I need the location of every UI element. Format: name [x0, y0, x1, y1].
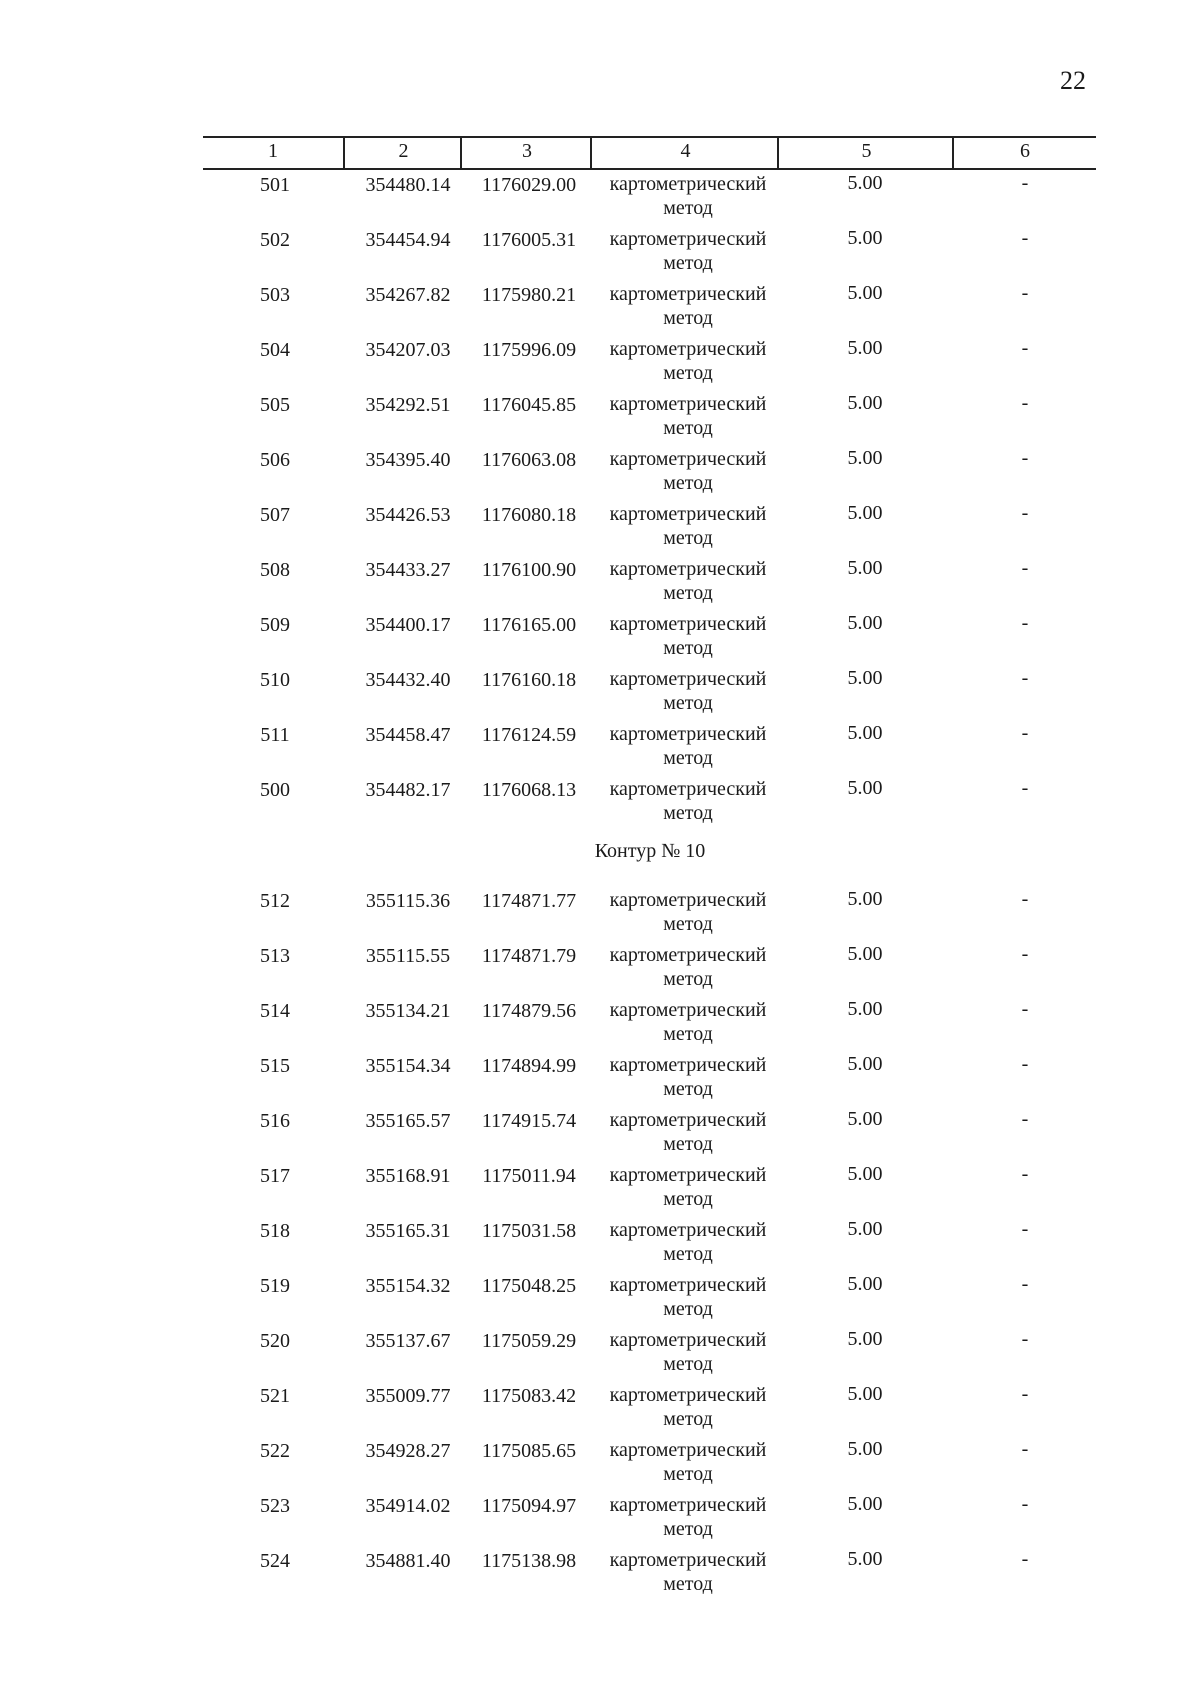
method-line-2: метод [663, 1408, 713, 1430]
method-line-2: метод [663, 1078, 713, 1100]
method-line-2: метод [663, 527, 713, 549]
cell-description: - [1021, 1328, 1029, 1350]
method-line-1: картометрический [609, 173, 767, 195]
cell-point-number: 522 [260, 1440, 290, 1462]
cell-method [588, 612, 788, 660]
method-line-1: картометрический [609, 1549, 767, 1571]
cell-description: - [1021, 943, 1029, 965]
table-row [0, 1108, 1200, 1162]
method-line-2: метод [663, 1023, 713, 1045]
cell-accuracy: 5.00 [847, 998, 883, 1020]
cell-point-number: 512 [260, 890, 290, 912]
cell-description: - [1021, 227, 1029, 249]
cell-point-number: 502 [260, 229, 290, 251]
cell-method [588, 502, 788, 550]
method-line-2: метод [663, 1463, 713, 1485]
cell-accuracy: 5.00 [847, 667, 883, 689]
cell-accuracy: 5.00 [847, 1108, 883, 1130]
header-col-4: 4 [590, 138, 779, 168]
table-row [0, 502, 1200, 556]
table-row [0, 282, 1200, 336]
method-line-2: метод [663, 1518, 713, 1540]
header-col-2: 2 [343, 138, 462, 168]
cell-description: - [1021, 1053, 1029, 1075]
cell-point-number: 524 [260, 1550, 290, 1572]
cell-method [588, 557, 788, 605]
cell-point-number: 504 [260, 339, 290, 361]
cell-method [588, 227, 788, 275]
header-col-6: 6 [952, 138, 1096, 168]
method-line-1: картометрический [609, 338, 767, 360]
cell-x-coordinate: 354458.47 [365, 724, 451, 746]
cell-method [588, 447, 788, 495]
method-line-1: картометрический [609, 1439, 767, 1461]
page-number: 22 [1060, 66, 1086, 95]
method-line-2: метод [663, 913, 713, 935]
cell-point-number: 516 [260, 1110, 290, 1132]
method-line-1: картометрический [609, 283, 767, 305]
cell-x-coordinate: 355009.77 [365, 1385, 451, 1407]
cell-description: - [1021, 502, 1029, 524]
cell-point-number: 518 [260, 1220, 290, 1242]
method-line-2: метод [663, 417, 713, 439]
cell-description: - [1021, 1163, 1029, 1185]
cell-method [588, 1328, 788, 1376]
method-line-1: картометрический [609, 448, 767, 470]
table-row [0, 1273, 1200, 1327]
table-row [0, 557, 1200, 611]
cell-point-number: 515 [260, 1055, 290, 1077]
cell-x-coordinate: 354426.53 [365, 504, 451, 526]
cell-y-coordinate: 1176100.90 [481, 559, 577, 581]
cell-accuracy: 5.00 [847, 1218, 883, 1240]
cell-y-coordinate: 1174871.77 [481, 890, 577, 912]
cell-point-number: 505 [260, 394, 290, 416]
cell-description: - [1021, 722, 1029, 744]
table-row [0, 667, 1200, 721]
cell-x-coordinate: 354433.27 [365, 559, 451, 581]
cell-method [588, 1163, 788, 1211]
cell-y-coordinate: 1174894.99 [481, 1055, 577, 1077]
cell-y-coordinate: 1176068.13 [481, 779, 577, 801]
table-row [0, 943, 1200, 997]
cell-point-number: 500 [260, 779, 290, 801]
cell-accuracy: 5.00 [847, 1548, 883, 1570]
cell-description: - [1021, 1493, 1029, 1515]
cell-method [588, 1108, 788, 1156]
cell-x-coordinate: 354432.40 [365, 669, 451, 691]
cell-description: - [1021, 888, 1029, 910]
cell-y-coordinate: 1175980.21 [481, 284, 577, 306]
cell-point-number: 511 [260, 724, 290, 746]
cell-accuracy: 5.00 [847, 557, 883, 579]
cell-y-coordinate: 1175059.29 [481, 1330, 577, 1352]
method-line-1: картометрический [609, 1164, 767, 1186]
cell-point-number: 508 [260, 559, 290, 581]
method-line-2: метод [663, 1243, 713, 1265]
table-row [0, 392, 1200, 446]
table-row [0, 1053, 1200, 1107]
cell-accuracy: 5.00 [847, 227, 883, 249]
method-line-1: картометрический [609, 944, 767, 966]
cell-y-coordinate: 1176005.31 [481, 229, 577, 251]
method-line-1: картометрический [609, 1054, 767, 1076]
cell-x-coordinate: 354480.14 [365, 174, 451, 196]
method-line-1: картометрический [609, 228, 767, 250]
method-line-2: метод [663, 362, 713, 384]
cell-x-coordinate: 354928.27 [365, 1440, 451, 1462]
cell-point-number: 513 [260, 945, 290, 967]
cell-y-coordinate: 1176029.00 [481, 174, 577, 196]
cell-x-coordinate: 355154.32 [365, 1275, 451, 1297]
cell-method [588, 1273, 788, 1321]
cell-y-coordinate: 1175094.97 [481, 1495, 577, 1517]
method-line-1: картометрический [609, 393, 767, 415]
cell-method [588, 1548, 788, 1596]
cell-x-coordinate: 354881.40 [365, 1550, 451, 1572]
cell-method [588, 337, 788, 385]
cell-accuracy: 5.00 [847, 172, 883, 194]
cell-accuracy: 5.00 [847, 1383, 883, 1405]
cell-y-coordinate: 1176063.08 [481, 449, 577, 471]
cell-x-coordinate: 355134.21 [365, 1000, 451, 1022]
cell-y-coordinate: 1175048.25 [481, 1275, 577, 1297]
cell-point-number: 521 [260, 1385, 290, 1407]
cell-y-coordinate: 1175083.42 [481, 1385, 577, 1407]
table-header [203, 136, 1096, 170]
cell-y-coordinate: 1176165.00 [481, 614, 577, 636]
method-line-1: картометрический [609, 999, 767, 1021]
cell-method [588, 777, 788, 825]
cell-x-coordinate: 355154.34 [365, 1055, 451, 1077]
cell-y-coordinate: 1175011.94 [482, 1165, 576, 1187]
cell-accuracy: 5.00 [847, 337, 883, 359]
method-line-1: картометрический [609, 778, 767, 800]
cell-method [588, 1053, 788, 1101]
cell-x-coordinate: 354292.51 [365, 394, 451, 416]
cell-y-coordinate: 1176080.18 [481, 504, 577, 526]
cell-accuracy: 5.00 [847, 722, 883, 744]
cell-description: - [1021, 1383, 1029, 1405]
cell-x-coordinate: 354267.82 [365, 284, 451, 306]
cell-method [588, 1438, 788, 1486]
method-line-2: метод [663, 637, 713, 659]
cell-method [588, 667, 788, 715]
method-line-1: картометрический [609, 558, 767, 580]
table-row [0, 1163, 1200, 1217]
cell-y-coordinate: 1175085.65 [481, 1440, 577, 1462]
cell-description: - [1021, 1438, 1029, 1460]
cell-x-coordinate: 354482.17 [365, 779, 451, 801]
table-row [0, 888, 1200, 942]
table-row [0, 172, 1200, 226]
method-line-1: картометрический [609, 503, 767, 525]
table-row [0, 612, 1200, 666]
cell-accuracy: 5.00 [847, 392, 883, 414]
cell-accuracy: 5.00 [847, 1328, 883, 1350]
method-line-2: метод [663, 472, 713, 494]
cell-point-number: 520 [260, 1330, 290, 1352]
method-line-2: метод [663, 1298, 713, 1320]
cell-y-coordinate: 1174915.74 [481, 1110, 577, 1132]
table-row [0, 1383, 1200, 1437]
cell-y-coordinate: 1176160.18 [481, 669, 577, 691]
cell-point-number: 507 [260, 504, 290, 526]
cell-accuracy: 5.00 [847, 1163, 883, 1185]
cell-accuracy: 5.00 [847, 502, 883, 524]
cell-description: - [1021, 998, 1029, 1020]
method-line-2: метод [663, 1353, 713, 1375]
cell-method [588, 1383, 788, 1431]
cell-x-coordinate: 354395.40 [365, 449, 451, 471]
cell-point-number: 510 [260, 669, 290, 691]
method-line-1: картометрический [609, 723, 767, 745]
method-line-2: метод [663, 747, 713, 769]
cell-description: - [1021, 1273, 1029, 1295]
table-row [0, 722, 1200, 776]
table-row [0, 227, 1200, 281]
cell-y-coordinate: 1174871.79 [481, 945, 577, 967]
cell-method [588, 998, 788, 1046]
cell-y-coordinate: 1175996.09 [481, 339, 577, 361]
cell-description: - [1021, 777, 1029, 799]
cell-point-number: 519 [260, 1275, 290, 1297]
cell-method [588, 1493, 788, 1541]
table-row [0, 337, 1200, 391]
table-row [0, 998, 1200, 1052]
table-row [0, 1548, 1200, 1602]
section-title: Контур № 10 [594, 840, 706, 862]
cell-accuracy: 5.00 [847, 1273, 883, 1295]
cell-method [588, 392, 788, 440]
cell-description: - [1021, 1548, 1029, 1570]
cell-description: - [1021, 1108, 1029, 1130]
cell-point-number: 503 [260, 284, 290, 306]
method-line-1: картометрический [609, 1219, 767, 1241]
method-line-2: метод [663, 968, 713, 990]
table-row [0, 1438, 1200, 1492]
cell-method [588, 722, 788, 770]
header-col-5: 5 [777, 138, 954, 168]
cell-y-coordinate: 1176045.85 [481, 394, 577, 416]
header-col-3: 3 [460, 138, 592, 168]
cell-accuracy: 5.00 [847, 1438, 883, 1460]
cell-x-coordinate: 355165.57 [365, 1110, 451, 1132]
table-row [0, 777, 1200, 831]
cell-method [588, 282, 788, 330]
cell-x-coordinate: 355137.67 [365, 1330, 451, 1352]
cell-description: - [1021, 612, 1029, 634]
header-col-1: 1 [268, 140, 278, 162]
cell-accuracy: 5.00 [847, 943, 883, 965]
cell-description: - [1021, 667, 1029, 689]
cell-accuracy: 5.00 [847, 612, 883, 634]
cell-y-coordinate: 1175031.58 [481, 1220, 577, 1242]
method-line-1: картометрический [609, 1109, 767, 1131]
cell-x-coordinate: 355115.36 [365, 890, 451, 912]
cell-description: - [1021, 282, 1029, 304]
cell-accuracy: 5.00 [847, 777, 883, 799]
cell-accuracy: 5.00 [847, 282, 883, 304]
cell-y-coordinate: 1176124.59 [481, 724, 577, 746]
cell-method [588, 888, 788, 936]
table-row [0, 1218, 1200, 1272]
cell-description: - [1021, 447, 1029, 469]
cell-description: - [1021, 392, 1029, 414]
cell-x-coordinate: 355165.31 [365, 1220, 451, 1242]
cell-description: - [1021, 557, 1029, 579]
cell-accuracy: 5.00 [847, 1493, 883, 1515]
method-line-1: картометрический [609, 889, 767, 911]
cell-point-number: 501 [260, 174, 290, 196]
cell-point-number: 517 [260, 1165, 290, 1187]
cell-accuracy: 5.00 [847, 888, 883, 910]
cell-description: - [1021, 172, 1029, 194]
method-line-2: метод [663, 307, 713, 329]
cell-method [588, 172, 788, 220]
method-line-2: метод [663, 582, 713, 604]
cell-description: - [1021, 1218, 1029, 1240]
method-line-1: картометрический [609, 1494, 767, 1516]
method-line-2: метод [663, 197, 713, 219]
method-line-2: метод [663, 692, 713, 714]
cell-x-coordinate: 354400.17 [365, 614, 451, 636]
method-line-1: картометрический [609, 668, 767, 690]
cell-point-number: 514 [260, 1000, 290, 1022]
method-line-2: метод [663, 802, 713, 824]
cell-description: - [1021, 337, 1029, 359]
method-line-2: метод [663, 1573, 713, 1595]
method-line-1: картометрический [609, 1274, 767, 1296]
cell-method [588, 1218, 788, 1266]
cell-x-coordinate: 355168.91 [365, 1165, 451, 1187]
method-line-2: метод [663, 1188, 713, 1210]
method-line-2: метод [663, 252, 713, 274]
cell-accuracy: 5.00 [847, 1053, 883, 1075]
cell-x-coordinate: 354914.02 [365, 1495, 451, 1517]
method-line-1: картометрический [609, 1329, 767, 1351]
cell-x-coordinate: 355115.55 [365, 945, 451, 967]
cell-x-coordinate: 354207.03 [365, 339, 451, 361]
cell-x-coordinate: 354454.94 [365, 229, 451, 251]
cell-point-number: 523 [260, 1495, 290, 1517]
method-line-1: картометрический [609, 1384, 767, 1406]
cell-point-number: 506 [260, 449, 290, 471]
method-line-1: картометрический [609, 613, 767, 635]
cell-accuracy: 5.00 [847, 447, 883, 469]
cell-point-number: 509 [260, 614, 290, 636]
table-row [0, 447, 1200, 501]
cell-y-coordinate: 1175138.98 [481, 1550, 577, 1572]
table-row [0, 1328, 1200, 1382]
table-row [0, 1493, 1200, 1547]
method-line-2: метод [663, 1133, 713, 1155]
cell-method [588, 943, 788, 991]
cell-y-coordinate: 1174879.56 [481, 1000, 577, 1022]
